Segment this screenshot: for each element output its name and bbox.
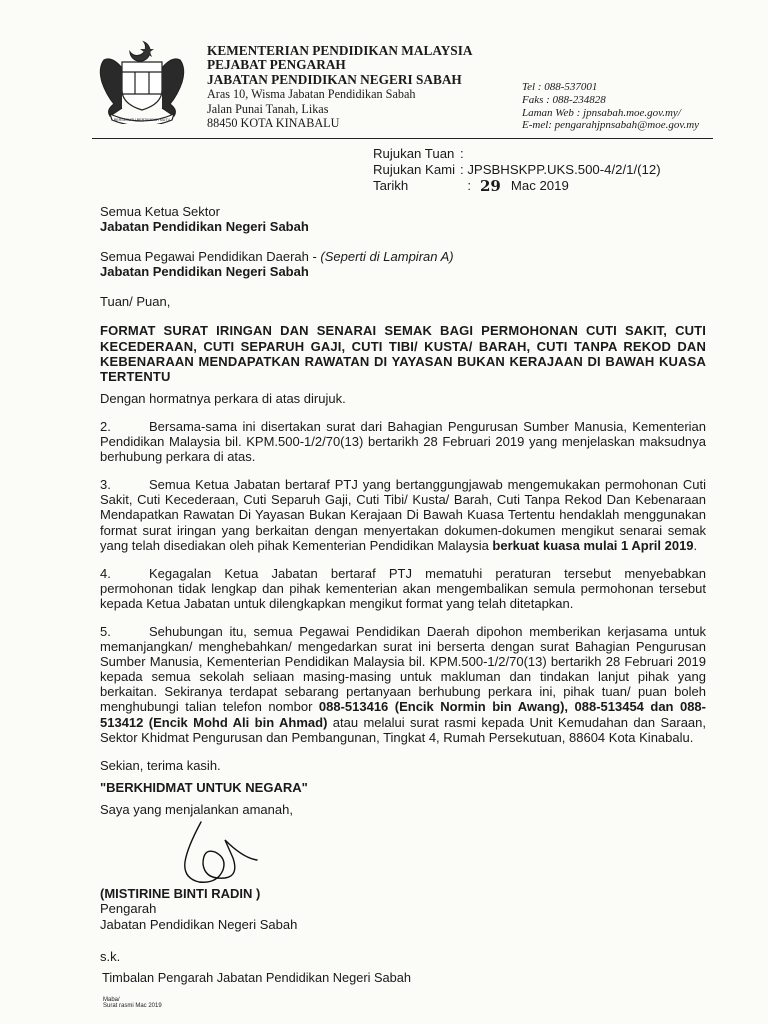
ref-kami-value: JPSBHSKPP.UKS.500-4/2/1/(12) — [467, 162, 661, 178]
date-day-handwritten: 29 — [480, 177, 501, 196]
department-name: JABATAN PENDIDIKAN NEGERI SABAH — [207, 71, 462, 87]
paragraph-2: 2. Bersama-sama ini disertakan surat dari Bahagian Pengurusan Sumber Manusia, Kementerian Pendidikan Malaysia bil. KPM.500-1/2/70(13) bertarikh 28 Februari 2019 yang menjelaskan maksudnya berhubung perkara di atas. — [100, 418, 706, 465]
svg-text:BERSEKUTU BERTAMBAH MUTU: BERSEKUTU BERTAMBAH MUTU — [113, 118, 171, 122]
date-row: Tarikh : 29 Mac 2019 — [373, 177, 569, 196]
opening-line: Dengan hormatnya perkara di atas dirujuk. — [100, 390, 346, 406]
email-address: E-mel: pengarahjpnsabah@moe.gov.my — [522, 119, 700, 132]
recipient-1-line-2: Jabatan Pendidikan Negeri Sabah — [100, 219, 309, 235]
file-note-line-2: Surat rasmi Mac 2019 — [103, 1003, 162, 1010]
ref-kami-row: Rujukan Kami : JPSBHSKPP.UKS.500-4/2/1/(12) — [373, 162, 661, 178]
date-month-year: Mac 2019 — [510, 178, 569, 194]
paragraph-5: 5. Sehubungan itu, semua Pegawai Pendidikan Daerah dipohon memberikan kerjasama untuk memanjangkan/ menghebahkan/ mengedarkan surat ini berserta dengan surat Bahagian Pengurusan Sumber Manusia, Kementerian Pendidikan Malaysia bil. KPM.500-1/2/70(13) bertarikh 28 Februari 2019 kepada semua sekolah seliaan masing-masing untuk makluman dan tindakan lanjut pihak yang berkaitan. Sekiranya terdapat sebarang pertanyaan berhubung perkara ini, pihak tuan/ puan boleh menghubungi talian telefon nombor 088-513416 (Encik Normin bin Awang), 088-513454 dan 088-513412 (Encik Mohd Ali bin Ahmad) atau melalui surat rasmi kepada Unit Kemudahan dan Saraan, Sektor Khidmat Pengurusan dan Pembangunan, Tingkat 4, Rumah Persekutuan, 88604 Kota Kinabalu. — [100, 623, 706, 745]
fax-number: Faks : 088-234828 — [522, 93, 606, 106]
reference-block — [373, 146, 661, 195]
recipient-2-line-1: Semua Pegawai Pendidikan Daerah - (Seperti di Lampiran A) — [100, 249, 454, 265]
ref-tuan-row: Rujukan Tuan : — [373, 146, 468, 161]
ref-kami-label: Rujukan Kami — [373, 162, 456, 178]
header-divider — [92, 138, 713, 139]
letterhead — [207, 44, 472, 130]
salutation: Tuan/ Puan, — [100, 294, 171, 310]
trust-line: Saya yang menjalankan amanah, — [100, 801, 293, 817]
address-line-1: Aras 10, Wisma Jabatan Pendidikan Sabah — [207, 87, 416, 102]
signatory-block — [100, 886, 297, 932]
website: Laman Web : jpnsabah.moe.gov.my/ — [522, 106, 681, 119]
tel-number: Tel : 088-537001 — [522, 81, 598, 93]
letter-body — [100, 204, 706, 817]
file-note-line-1: Maba/ — [103, 997, 120, 1003]
recipient-2-note: (Seperti di Lampiran A) — [320, 249, 454, 265]
paragraph-3: 3. Semua Ketua Jabatan bertaraf PTJ yang bertanggungjawab mengemukakan permohonan Cuti Sakit, Cuti Kecederaan, Cuti Separuh Gaji, Cuti Tibi/ Kusta/ Barah, Cuti Tanpa Rekod Dan Kebenaraan Mendapatkan Rawatan Di Yayasan Bukan Kerajaan Di Bawah Kuasa Tertentu hendaklah menggunakan format surat iringan yang berkaitan dengan menyertakan dokumen-dokumen mengikut senarai semak yang telah disediakan oleh pihak Kementerian Pendidikan Malaysia berkuat kuasa mulai 1 April 2019. — [100, 477, 706, 553]
cc-recipient: Timbalan Pengarah Jabatan Pendidikan Negeri Sabah — [102, 970, 411, 985]
signatory-title: Pengarah — [100, 901, 157, 917]
ministry-name: KEMENTERIAN PENDIDIKAN MALAYSIA — [207, 43, 473, 58]
coat-of-arms-icon — [92, 38, 192, 124]
date-label: Tarikh — [373, 178, 409, 194]
closing-line: Sekian, terima kasih. — [100, 757, 221, 773]
paragraph-4: 4. Kegagalan Ketua Jabatan bertaraf PTJ mematuhi peraturan tersebut menyebabkan permohonan tidak lengkap dan pihak kementerian akan mengembalikan semula permohonan tersebut kepada Ketua Jabatan untuk dilengkapkan mengikut format yang telah ditetapkan. — [100, 565, 706, 611]
ref-tuan-label: Rujukan Tuan — [373, 146, 455, 161]
signatory-department: Jabatan Pendidikan Negeri Sabah — [100, 916, 298, 932]
address-line-2: Jalan Punai Tanah, Likas — [207, 101, 329, 116]
signatory-name: (MISTIRINE BINTI RADIN ) — [100, 886, 261, 901]
motto: "BERKHIDMAT UNTUK NEGARA" — [100, 779, 308, 795]
address-line-3: 88450 KOTA KINABALU — [207, 116, 340, 131]
letter-subject: FORMAT SURAT IRINGAN DAN SENARAI SEMAK BAGI PERMOHONAN CUTI SAKIT, CUTI KECEDERAAN, CUTI SEPARUH GAJI, CUTI TIBI/ KUSTA/ BARAH, CUTI TANPA REKOD DAN KEBENARAAN MENDAPATKAN RAWATAN DI YAYASAN BUKAN KERAJAAN DI BAWAH KUASA TERTENTU — [100, 323, 706, 384]
recipient-2-line-2: Jabatan Pendidikan Negeri Sabah — [100, 264, 309, 280]
cc-label: s.k. — [100, 949, 121, 964]
recipient-1-line-1: Semua Ketua Sektor — [100, 204, 220, 219]
contact-details — [522, 81, 699, 132]
file-note — [103, 997, 162, 1010]
office-name: PEJABAT PENGARAH — [207, 57, 346, 73]
